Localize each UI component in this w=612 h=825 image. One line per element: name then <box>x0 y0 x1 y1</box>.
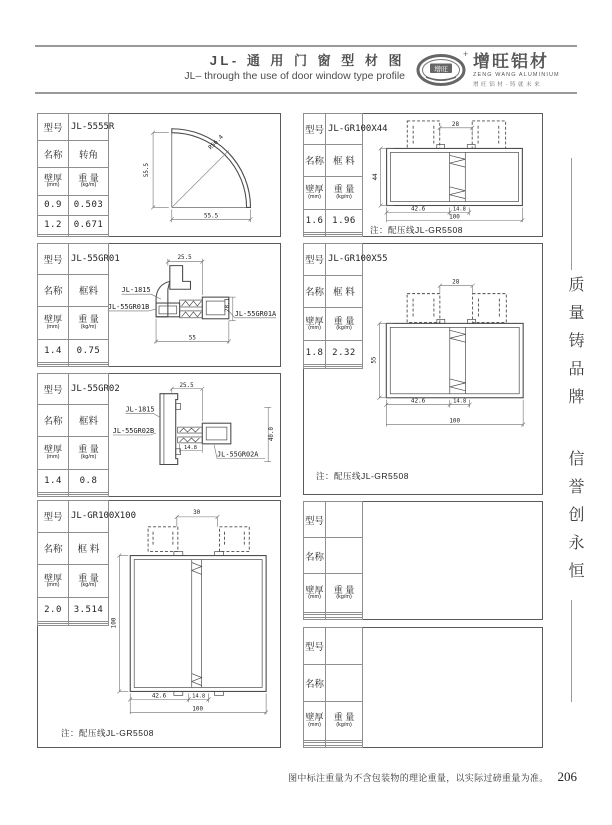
callout-b: JL-55GR01B <box>107 302 150 311</box>
label-thickness: 壁厚 (mm) <box>304 176 326 209</box>
cell: 1.96 <box>326 209 363 232</box>
pressure-line-note: 注：配压线JL-GR5508 <box>370 225 463 235</box>
label-weight: 重 量 (kg/m) <box>69 306 109 339</box>
label-weight: 重 量 (kg/m) <box>326 701 363 740</box>
label-weight: 重 量 (kg/m) <box>69 167 109 195</box>
name-value: 框料 <box>69 405 109 436</box>
label-thickness: 壁厚 (mm) <box>304 307 326 341</box>
dim-left: 55 <box>370 356 378 364</box>
label-weight: 重 量 (kg/m) <box>69 436 109 469</box>
cell <box>304 234 326 236</box>
label-thickness: 壁厚 (mm) <box>38 167 69 195</box>
spec-table <box>303 243 388 369</box>
dim-b2: 14.8 <box>452 206 466 213</box>
cell <box>69 623 109 625</box>
dim-b1: 42.6 <box>410 397 426 405</box>
panel-empty-2 <box>303 627 543 748</box>
model-value <box>326 502 363 538</box>
dim-top: 25.5 <box>179 382 194 389</box>
panel-jlgr100x100 <box>37 500 281 748</box>
sidebar-rule-bottom <box>571 600 572 702</box>
label-weight: 重 量 (kg/m) <box>69 564 109 598</box>
model-value: JL-5555R <box>69 114 109 141</box>
dim-mid: 14.8 <box>183 444 197 451</box>
label-name: 名称 <box>304 664 326 701</box>
spec-table <box>37 243 120 367</box>
dim-height: 55.5 <box>144 162 151 178</box>
pressure-line-note: 注：配压线JL-GR5508 <box>61 728 154 738</box>
cell <box>304 745 326 747</box>
dim-width: 55.5 <box>204 213 219 220</box>
dim-left: 100 <box>110 617 118 629</box>
dim-total: 100 <box>192 705 204 713</box>
model-value: JL-55GR01 <box>69 244 109 275</box>
page-title-cn: JL- 通 用 门 窗 型 材 图 <box>209 53 405 68</box>
cell <box>38 364 69 366</box>
brand-logo <box>416 47 560 93</box>
cell: 0.503 <box>69 195 109 215</box>
page-footer <box>288 769 577 785</box>
dim-b2: 14.8 <box>192 693 206 700</box>
cell <box>326 745 363 747</box>
cell: 0.671 <box>69 215 109 235</box>
label-model: 型号 <box>38 114 69 141</box>
spec-table <box>37 500 137 626</box>
cell <box>69 364 109 366</box>
spec-table <box>303 113 388 237</box>
model-value: JL-GR100X55 <box>326 244 363 276</box>
cell: 2.0 <box>38 598 69 621</box>
cell <box>69 494 109 496</box>
dim-left: 44 <box>372 173 379 181</box>
dim-b1: 42.6 <box>410 206 426 213</box>
dim-total: 100 <box>449 417 461 425</box>
mullion-profile-shape <box>130 527 266 696</box>
weight-disclaimer: 图中标注重量为不含包装物的理论重量，以实际过磅重量为准。 <box>288 773 549 783</box>
model-value: JL-GR100X44 <box>326 114 363 145</box>
cell <box>38 235 69 237</box>
cell: 1.8 <box>304 341 326 364</box>
name-value: 转角 <box>69 140 109 167</box>
cell: 0.75 <box>69 339 109 362</box>
label-thickness: 壁厚 (mm) <box>38 436 69 469</box>
cell <box>38 623 69 625</box>
label-name: 名称 <box>304 538 326 574</box>
cell: 1.6 <box>304 209 326 232</box>
dimension-lines <box>151 131 252 223</box>
spec-table <box>303 627 363 748</box>
name-value <box>326 538 363 574</box>
label-name: 名称 <box>38 405 69 436</box>
callout-b: JL-55GR02B <box>112 427 155 436</box>
logo-tagline: 增旺铝材·铸就未来 <box>473 81 543 88</box>
cell <box>69 235 109 237</box>
cell: 3.514 <box>69 598 109 621</box>
callout-a: JL-55GR01A <box>234 309 277 318</box>
logo-brand-name: 增旺铝材 <box>473 51 549 71</box>
label-model: 型号 <box>38 244 69 275</box>
logo-text-block <box>473 53 560 88</box>
dim-bottom: 55 <box>188 335 196 342</box>
label-name: 名称 <box>38 275 69 306</box>
panel-empty-1 <box>303 501 543 620</box>
mullion-profile-shape <box>386 294 523 398</box>
callout-jl1815: JL-1815 <box>125 405 155 414</box>
label-model: 型号 <box>304 114 326 145</box>
label-weight: 重 量 (kg/m) <box>326 176 363 209</box>
callout-a: JL-55GR02A <box>217 450 259 459</box>
cell <box>326 366 363 368</box>
cell <box>304 366 326 368</box>
label-thickness: 壁厚 (mm) <box>304 701 326 740</box>
logo-trademark-mark: + <box>463 50 468 59</box>
name-value: 框料 <box>69 275 109 306</box>
label-name: 名称 <box>304 145 326 176</box>
dimension-lines <box>117 515 268 714</box>
cell: 1.2 <box>38 215 69 235</box>
spec-table <box>303 501 363 620</box>
name-value <box>326 664 363 701</box>
mullion-profile-shape <box>387 121 523 206</box>
name-value: 框 料 <box>326 275 363 307</box>
dim-b1: 42.6 <box>151 692 167 700</box>
dim-top: 28 <box>451 121 460 128</box>
model-value: JL-GR100X100 <box>69 501 109 533</box>
dim-top: 30 <box>193 508 201 516</box>
panel-jl5555r <box>37 113 281 237</box>
label-thickness: 壁厚 (mm) <box>38 564 69 598</box>
label-weight: 重 量 (kg/m) <box>326 574 363 612</box>
cell: 1.4 <box>38 469 69 492</box>
cell: 0.9 <box>38 195 69 215</box>
label-thickness: 壁厚 (mm) <box>304 574 326 612</box>
callout-jl1815: JL-1815 <box>121 286 151 295</box>
label-model: 型号 <box>38 501 69 533</box>
label-weight: 重 量 (kg/m) <box>326 307 363 341</box>
label-model: 型号 <box>304 628 326 665</box>
dim-top: 25.5 <box>177 254 192 261</box>
dimension-lines <box>377 284 525 427</box>
dim-b2: 14.8 <box>453 398 467 405</box>
label-model: 型号 <box>304 502 326 538</box>
panel-jl55gr01 <box>37 243 281 367</box>
panel-jlgr100x55 <box>303 243 543 495</box>
cell: 1.4 <box>38 339 69 362</box>
cell <box>38 494 69 496</box>
page-title-en: JL– through the use of door window type profile <box>184 70 405 82</box>
corner-profile-shape <box>172 129 251 208</box>
dimension-lines <box>379 126 525 222</box>
logo-badge-text: 增旺 <box>434 66 448 74</box>
cell: 2.32 <box>326 341 363 364</box>
cell: 0.8 <box>69 469 109 492</box>
logo-ellipse-icon <box>416 50 468 90</box>
dimension-lines <box>108 259 276 344</box>
sidebar-rule-top <box>571 158 572 270</box>
cell <box>326 234 363 236</box>
panel-jl55gr02 <box>37 373 281 497</box>
label-model: 型号 <box>38 374 69 405</box>
sidebar-slogan-quality: 质量铸品牌 <box>566 276 583 416</box>
dim-radius: R56.4 <box>207 134 225 152</box>
name-value: 框 料 <box>326 145 363 176</box>
logo-brand-english: ZENG WANG ALUMINIUM <box>473 71 560 78</box>
panel-jlgr100x44 <box>303 113 543 237</box>
dim-right: 40.0 <box>269 426 276 442</box>
cell <box>326 617 363 619</box>
label-model: 型号 <box>304 244 326 276</box>
cell <box>304 617 326 619</box>
label-thickness: 壁厚 (mm) <box>38 306 69 339</box>
dim-top: 28 <box>452 278 460 286</box>
label-name: 名称 <box>304 275 326 307</box>
spec-table <box>37 113 115 237</box>
model-value <box>326 628 363 665</box>
pressure-line-note: 注：配压线JL-GR5508 <box>316 471 409 481</box>
label-name: 名称 <box>38 532 69 564</box>
dim-total: 100 <box>449 214 460 221</box>
spec-table <box>37 373 120 497</box>
page-number: 206 <box>557 769 577 784</box>
name-value: 框 料 <box>69 532 109 564</box>
label-name: 名称 <box>38 140 69 167</box>
sidebar-slogan-reputation: 信誉创永恒 <box>566 450 583 590</box>
dim-right: 28.1 <box>224 297 231 313</box>
model-value: JL-55GR02 <box>69 374 109 405</box>
frame-profile-shape <box>156 266 229 319</box>
